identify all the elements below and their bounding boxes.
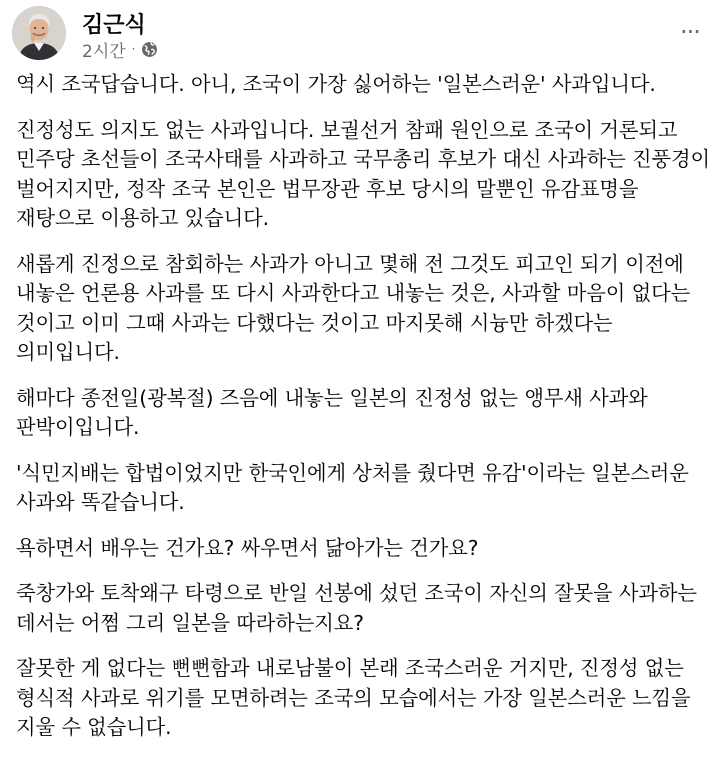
avatar-portrait bbox=[12, 6, 66, 60]
post-paragraph: 잘못한 게 없다는 뻔뻔함과 내로남불이 본래 조국스러운 거지만, 진정성 없는 형식적 사과로 위기를 모면하려는 조국의 모습에서는 가장 일본스러운 느낌을 지울 수 없습니다. bbox=[16, 656, 691, 739]
post-time[interactable]: 2시간 bbox=[82, 41, 126, 62]
more-options-icon: ··· bbox=[680, 18, 700, 46]
post-paragraph: 죽창가와 토착왜구 타령으로 반일 선봉에 섰던 조국이 자신의 잘못을 사과하는 데서는 어쩜 그리 일본을 따라하는지요? bbox=[16, 581, 697, 635]
meta-separator: · bbox=[131, 42, 136, 56]
post-paragraph: 해마다 종전일(광복절) 즈음에 내놓는 일본의 진정성 없는 앵무새 사과와 판박이입니다. bbox=[16, 385, 648, 439]
post-paragraph: 새롭게 진정으로 참회하는 사과가 아니고 몇해 전 그것도 피고인 되기 이전에 내놓은 언론용 사과를 또 다시 사과한다고 내놓는 것은, 사과할 마음이 없다는 것이고 이미 그때 사과는 다했다는 것이고 마지못해 시늉만 하겠다는 의미입니다. bbox=[16, 251, 691, 364]
post-paragraph: 진정성도 의지도 없는 사과입니다. 보궐선거 참패 원인으로 조국이 거론되고 민주당 초선들이 조국사태를 사과하고 국무총리 후보가 대신 사과하는 진풍경이 벌어지지만, 정작 조국 본인은 법무장관 후보 당시의 말뿐인 유감표명을 재탕으로 이용하고 있습니다. bbox=[16, 117, 711, 230]
avatar[interactable] bbox=[12, 6, 66, 60]
author-name[interactable]: 김근식 bbox=[82, 13, 146, 38]
post-header bbox=[12, 6, 712, 62]
post-paragraph: 욕하면서 배우는 건가요? 싸우면서 닮아가는 건가요? bbox=[16, 535, 479, 560]
more-options-button[interactable] bbox=[670, 14, 710, 50]
post-paragraph: '식민지배는 합법이었지만 한국인에게 상처를 줬다면 유감'이라는 일본스러운 사과와 똑같습니다. bbox=[16, 460, 689, 514]
post-meta bbox=[82, 37, 158, 61]
globe-icon[interactable] bbox=[141, 41, 158, 58]
post-paragraph: 역시 조국답습니다. 아니, 조국이 가장 싫어하는 '일본스러운' 사과입니다. bbox=[16, 72, 656, 96]
post-body bbox=[16, 70, 716, 759]
